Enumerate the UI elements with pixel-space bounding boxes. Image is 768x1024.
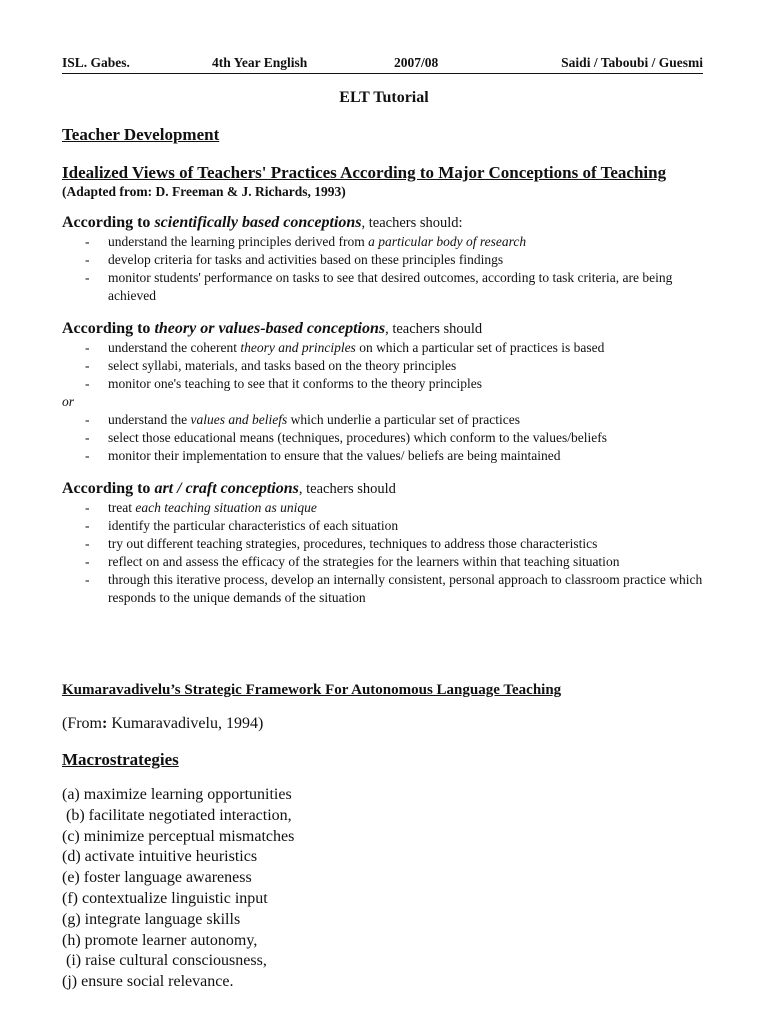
list-item: - understand the values and beliefs which underlie a particular set of practices	[62, 411, 707, 429]
header-year: 4th Year English	[212, 55, 308, 70]
list-item: - monitor their implementation to ensure that the values/ beliefs are being maintained	[62, 447, 707, 465]
list-item: - identify the particular characteristics of each situation	[62, 517, 707, 535]
conception-heading	[62, 479, 707, 499]
conception-tail: , teachers should	[298, 481, 396, 497]
list-item: - develop criteria for tasks and activities based on these principles findings	[62, 251, 707, 269]
conception-name: scientifically based conceptions	[154, 214, 362, 231]
conception-heading	[62, 213, 707, 233]
adapted-from: (Adapted from: D. Freeman & J. Richards, 1993)	[62, 184, 346, 199]
list-item: (f) contextualize linguistic input	[62, 889, 268, 907]
list-item: - monitor one's teaching to see that it conforms to the theory principles	[62, 375, 707, 393]
header-authors: Saidi / Taboubi / Guesmi	[561, 55, 703, 70]
practice-list	[62, 233, 707, 305]
conception-block	[62, 319, 707, 465]
list-item: - select syllabi, materials, and tasks based on the theory principles	[62, 357, 707, 375]
list-item: (c) minimize perceptual mismatches	[62, 827, 295, 845]
practice-list-alternative	[62, 411, 707, 465]
conception-heading	[62, 319, 707, 339]
conception-tail: , teachers should:	[361, 215, 463, 231]
list-item: - understand the learning principles derived from a particular body of research	[62, 233, 707, 251]
conception-block	[62, 479, 707, 607]
list-item: - treat each teaching situation as unique	[62, 499, 707, 517]
list-item: (b) facilitate negotiated interaction,	[62, 806, 292, 824]
list-item: (g) integrate language skills	[62, 910, 241, 928]
list-item: - monitor students' performance on tasks to see that desired outcomes, according to task criteria, are being achieved	[62, 269, 707, 305]
conception-lead: According to art / craft conceptions	[62, 480, 299, 497]
list-item: (h) promote learner autonomy,	[62, 931, 258, 949]
conception-lead: According to scientifically based conceptions	[62, 214, 362, 231]
document-title: ELT Tutorial	[339, 89, 429, 106]
conception-tail: , teachers should	[385, 321, 483, 337]
list-item: - understand the coherent theory and principles on which a particular set of practices is based	[62, 339, 707, 357]
section-title: Teacher Development	[62, 125, 220, 144]
list-item: - reflect on and assess the efficacy of the strategies for the learners within that teaching situation	[62, 553, 707, 571]
conception-name: art / craft conceptions	[154, 480, 299, 497]
practice-list	[62, 339, 707, 393]
list-item: - through this iterative process, develop an internally consistent, personal approach to classroom practice which responds to the unique demands of the situation	[62, 571, 707, 607]
framework-source: (From: Kumaravadivelu, 1994)	[62, 715, 264, 732]
header-session: 2007/08	[394, 55, 439, 70]
macrostrategies-title: Macrostrategies	[62, 750, 179, 769]
framework-title: Kumaravadivelu’s Strategic Framework For Autonomous Language Teaching	[62, 682, 562, 698]
list-item: (e) foster language awareness	[62, 869, 252, 887]
header-school: ISL. Gabes.	[62, 55, 130, 70]
list-item: (a) maximize learning opportunities	[62, 786, 292, 803]
list-item: (i) raise cultural consciousness,	[62, 952, 267, 970]
macrostrategies-list	[62, 785, 707, 993]
conception-block	[62, 213, 707, 305]
list-item: - select those educational means (techniques, procedures) which conform to the values/beliefs	[62, 429, 707, 447]
list-item: - try out different teaching strategies, procedures, techniques to address those characteristics	[62, 535, 707, 553]
views-heading: Idealized Views of Teachers' Practices According to Major Conceptions of Teaching	[62, 163, 667, 182]
practice-list	[62, 499, 707, 607]
or-label: or	[62, 394, 75, 409]
list-item: (d) activate intuitive heuristics	[62, 848, 258, 866]
conception-name: theory or values-based conceptions	[154, 320, 386, 337]
header-rule	[62, 73, 703, 74]
kumaravadivelu-section	[62, 680, 707, 993]
page-header	[62, 55, 703, 73]
conception-lead: According to theory or values-based conceptions	[62, 320, 386, 337]
teacher-development-section	[62, 124, 707, 607]
list-item: (j) ensure social relevance.	[62, 973, 234, 991]
